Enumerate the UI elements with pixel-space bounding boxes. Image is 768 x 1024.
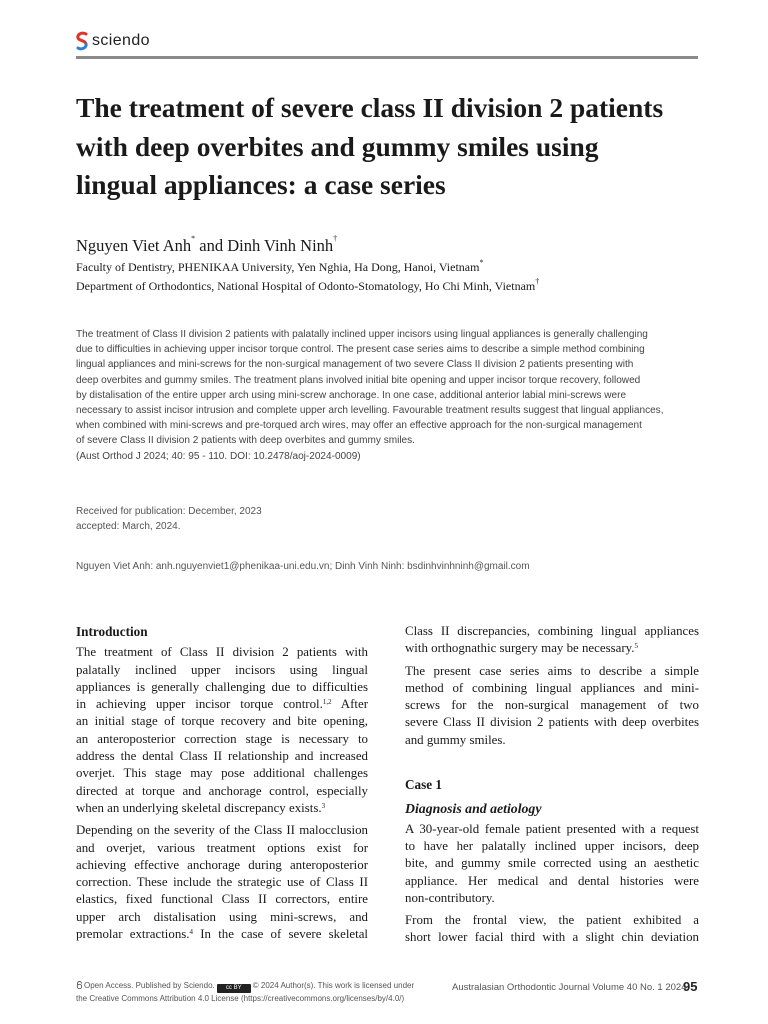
text-run: correction. These include the strategic use of Class II — [76, 875, 368, 890]
text-run: appliances is generally challenging due to difficulties — [76, 679, 368, 694]
title-line: The treatment of severe class II division 2 patients — [76, 92, 664, 123]
author-list — [76, 236, 337, 256]
paragraph — [405, 623, 699, 658]
text-run: achieving effective anchorage during anteroposterior — [76, 857, 368, 872]
header-divider — [76, 56, 698, 59]
text-run: upper arch distalisation using mini-screws, and — [76, 909, 368, 924]
affiliation-text: Faculty of Dentistry, PHENIKAA University, Yen Nghia, Ha Dong, Hanoi, Vietnam — [76, 260, 480, 274]
paragraph — [76, 644, 368, 817]
text-run: to have her palatally inclined upper incisors, deep — [405, 838, 699, 853]
affiliation-mark: * — [191, 234, 196, 243]
subsection-heading: Diagnosis and aetiology — [405, 801, 542, 817]
citation-ref[interactable]: 4 — [189, 928, 194, 937]
text-run: The treatment of Class II division 2 patients with — [76, 645, 368, 660]
text-run: From the frontal view, the patient exhibited a — [405, 913, 699, 928]
open-access-text: Open Access. Published by Sciendo. — [84, 981, 215, 990]
text-line — [76, 783, 368, 800]
abstract-line: deep overbites and gummy smiles. The treatment plans involved initial bite opening and upper incisor torque recovery, followed — [76, 374, 641, 386]
page-number: 95 — [683, 979, 698, 994]
affiliation-text: Department of Orthodontics, National Hospital of Odonto-Stomatology, Ho Chi Minh, Vietnam — [76, 279, 536, 293]
author-name: Nguyen Viet Anh — [76, 236, 192, 255]
right-column — [405, 623, 699, 947]
sciendo-logo[interactable] — [76, 30, 150, 52]
text-run: when an underlying skeletal discrepancy exists. — [76, 800, 322, 815]
text-run: Depending on the severity of the Class II malocclusion — [76, 823, 368, 838]
text-line — [76, 800, 368, 817]
abstract-line: when combined with mini-screws and pre-torqued arch wires, may offer an effective approach for the non-surgical management — [76, 420, 642, 432]
text-line — [405, 838, 699, 855]
text-run: an anteroposterior correction stage is necessary to — [76, 731, 368, 746]
citation-ref[interactable]: 1,2 — [322, 698, 332, 707]
case-heading: Case 1 — [405, 777, 442, 793]
affiliation — [76, 279, 539, 294]
affiliation-mark: † — [333, 234, 338, 243]
left-column — [76, 623, 368, 943]
abstract-line: due to difficulties in achieving upper incisor torque control. The present case series aims to describe a simple method combining — [76, 344, 645, 356]
affiliation-mark: * — [479, 258, 484, 267]
text-run: and gummy smiles. — [405, 732, 506, 747]
text-run: severe Class II division 2 patients with deep overbites — [405, 715, 699, 730]
text-line — [405, 855, 699, 872]
abstract-line: of severe Class II division 2 patients with deep overbites and gummy smiles. — [76, 435, 415, 447]
text-run: elastics, fixed functional Class II correctors, entire — [76, 892, 368, 907]
sciendo-logo-icon — [76, 31, 88, 51]
text-run: After — [331, 697, 368, 712]
text-line — [76, 822, 368, 839]
abstract-line: lingual appliances and mini-screws for the non-surgical management of two severe Class II division 2 patients presenting with — [76, 359, 634, 371]
author-name: Dinh Vinh Ninh — [227, 236, 334, 255]
title-line: lingual appliances: a case series — [76, 169, 446, 200]
affiliation-mark: † — [535, 277, 540, 286]
text-line — [405, 697, 699, 714]
abstract — [76, 327, 696, 464]
citation-ref[interactable]: 3 — [321, 801, 326, 810]
text-line — [76, 926, 368, 943]
text-run: The present case series aims to describe a simple — [405, 663, 699, 678]
text-line — [405, 623, 699, 640]
citation-ref[interactable]: 5 — [634, 642, 638, 651]
text-line — [405, 912, 699, 929]
text-line — [405, 680, 699, 697]
abstract-line: (Aust Orthod J 2024; 40: 95 - 110. DOI: 10.2478/aoj-2024-0009) — [76, 450, 361, 462]
text-line — [405, 821, 699, 838]
text-run: with orthognathic surgery may be necessary. — [405, 641, 635, 656]
text-run: Class II discrepancies, combining lingual appliances — [405, 624, 699, 638]
license-link[interactable]: the Creative Commons Attribution 4.0 License (https://creativecommons.org/licenses/by/4.0/) — [76, 994, 405, 1003]
text-run: address the dental Class II relationship and increased — [76, 749, 368, 764]
text-line — [405, 929, 699, 946]
text-line — [76, 748, 368, 765]
copyright-text: © 2024 Author(s). This work is licensed under — [252, 981, 415, 990]
text-line — [76, 696, 368, 713]
text-line — [76, 874, 368, 891]
accepted-date: accepted: March, 2024. — [76, 521, 181, 532]
paper-title — [76, 89, 706, 205]
open-access-icon — [76, 981, 83, 989]
paragraph — [76, 822, 368, 943]
text-run: short lower facial third with a slight chin deviation — [405, 930, 699, 945]
cc-by-license-icon[interactable]: cc BY — [217, 984, 251, 993]
affiliation — [76, 260, 483, 275]
text-line — [76, 731, 368, 748]
text-run: in achieving upper incisor torque control. — [76, 697, 323, 712]
paragraph — [405, 663, 699, 749]
text-line — [76, 840, 368, 857]
brand-name: sciendo — [92, 32, 150, 49]
received-date: Received for publication: December, 2023 — [76, 506, 262, 517]
journal-info: Australasian Orthodontic Journal Volume 40 No. 1 2024 — [452, 982, 687, 993]
text-line — [405, 663, 699, 680]
abstract-line: by distalisation of the entire upper arch using mini-screw anchorage. In one case, additional anterior labial mini-screws were — [76, 389, 627, 401]
text-run: non-contributory. — [405, 890, 495, 905]
abstract-line: The treatment of Class II division 2 patients with palatally inclined upper incisors using lingual appliances is generally challenging — [76, 329, 648, 340]
text-line — [76, 713, 368, 730]
text-run: and overjet, various treatment options exist for — [76, 840, 368, 855]
text-line — [76, 891, 368, 908]
text-run: an initial stage of torque recovery and bite opening, — [76, 714, 368, 729]
license-notice — [76, 980, 436, 1004]
text-run: In the case of severe skeletal — [193, 927, 368, 942]
paragraph — [405, 912, 699, 947]
text-line — [76, 909, 368, 926]
abstract-line: necessary to assist incisor intrusion and complete upper arch levelling. Favourable treatment results suggest that lingual appliances, — [76, 405, 664, 417]
paragraph — [405, 821, 699, 907]
author-separator: and — [195, 236, 228, 255]
section-heading: Introduction — [76, 624, 148, 639]
text-run: directed at torque and anchorage control, especially — [76, 783, 368, 798]
text-line — [76, 644, 368, 661]
text-line — [405, 714, 699, 731]
text-run: appliance. Her medical and dental histories were — [405, 873, 699, 888]
text-run: overjet. This stage may pose additional challenges — [76, 766, 368, 781]
text-line — [405, 890, 699, 907]
text-line — [76, 679, 368, 696]
text-run: bite, and gummy smile corrected using an aesthetic — [405, 856, 699, 871]
correspondence-emails[interactable]: Nguyen Viet Anh: anh.nguyenviet1@phenikaa-uni.edu.vn; Dinh Vinh Ninh: bsdinhvinhninh@gmail.com — [76, 561, 530, 572]
title-line: with deep overbites and gummy smiles using — [76, 130, 599, 162]
text-run: A 30-year-old female patient presented with a request — [405, 821, 699, 836]
text-run: screws for the non-surgical management of two — [405, 698, 699, 713]
text-run: palatally inclined upper incisors using lingual — [76, 662, 368, 677]
text-run: method of combining lingual appliances and mini- — [405, 680, 699, 695]
text-line — [405, 640, 699, 657]
text-line — [76, 857, 368, 874]
text-line — [76, 765, 368, 782]
text-line — [76, 662, 368, 679]
text-line — [405, 873, 699, 890]
text-run: premolar extractions. — [76, 927, 190, 942]
text-line — [405, 732, 699, 749]
